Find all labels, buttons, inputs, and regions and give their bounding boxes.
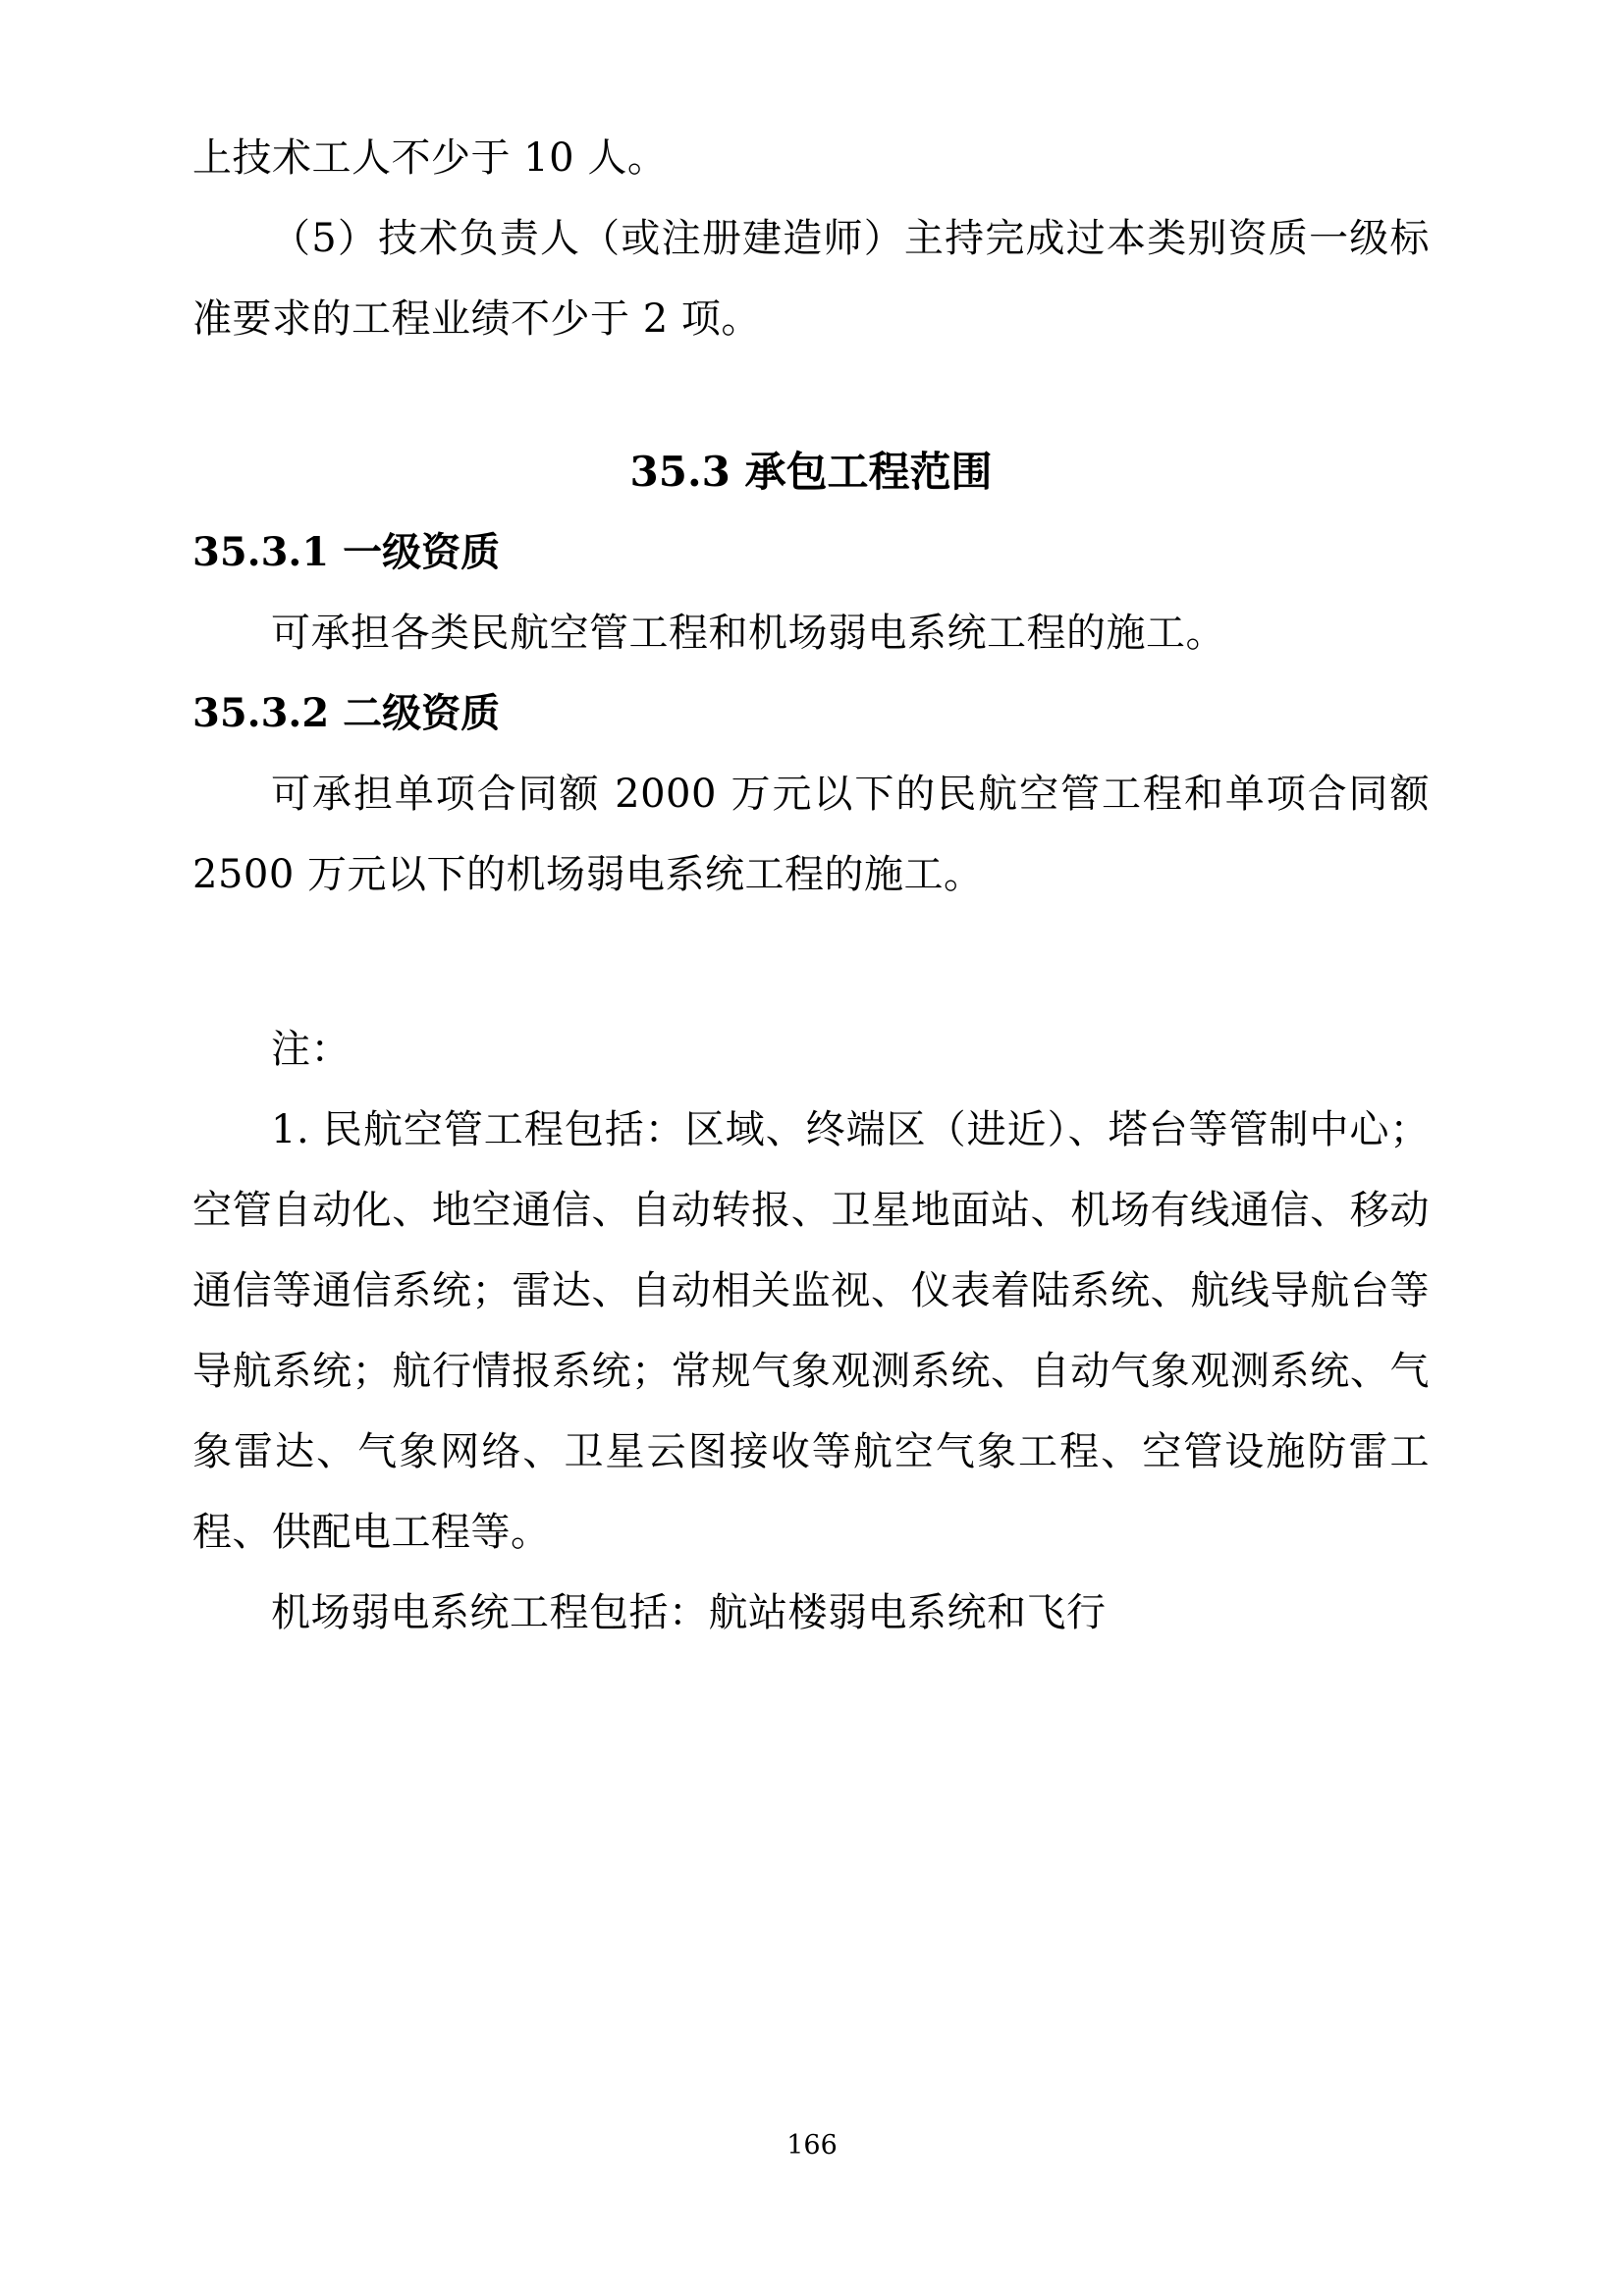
paragraph-continued: 上技术工人不少于 10 人。 <box>192 135 668 181</box>
subsection-heading-35-3-2: 35.3.2 二级资质 <box>192 690 501 736</box>
page-number: 166 <box>786 2130 838 2161</box>
spacer <box>192 915 1430 1009</box>
paragraph-35-3-1: 可承担各类民航空管工程和机场弱电系统工程的施工。 <box>271 611 1225 656</box>
note-item-2: 机场弱电系统工程包括：航站楼弱电系统和飞行 <box>271 1590 1107 1635</box>
note-item-1: 1. 民航空管工程包括：区域、终端区（进近）、塔台等管制中心；空管自动化、地空通信、自动转报、卫星地面站、机场有线通信、移动通信等通信系统；雷达、自动相关监视、仪表着陆系统、航线导航台等导航系统；航行情报系统；常规气象观测系统、自动气象观测系统、气象雷达、气象网络、卫星云图接收等航空气象工程、空管设施防雷工程、供配电工程等。 <box>192 1107 1430 1555</box>
page-content <box>192 118 1430 1653</box>
paragraph-item-5: （5）技术负责人（或注册建造师）主持完成过本类别资质一级标准要求的工程业绩不少于 2 项。 <box>192 216 1430 342</box>
spacer <box>192 359 1430 432</box>
note-label: 注： <box>271 1027 351 1072</box>
paragraph-35-3-2: 可承担单项合同额 2000 万元以下的民航空管工程和单项合同额 2500 万元以下的机场弱电系统工程的施工。 <box>192 772 1430 897</box>
subsection-heading-35-3-1: 35.3.1 一级资质 <box>192 529 501 575</box>
section-heading-35-3: 35.3 承包工程范围 <box>629 448 993 496</box>
